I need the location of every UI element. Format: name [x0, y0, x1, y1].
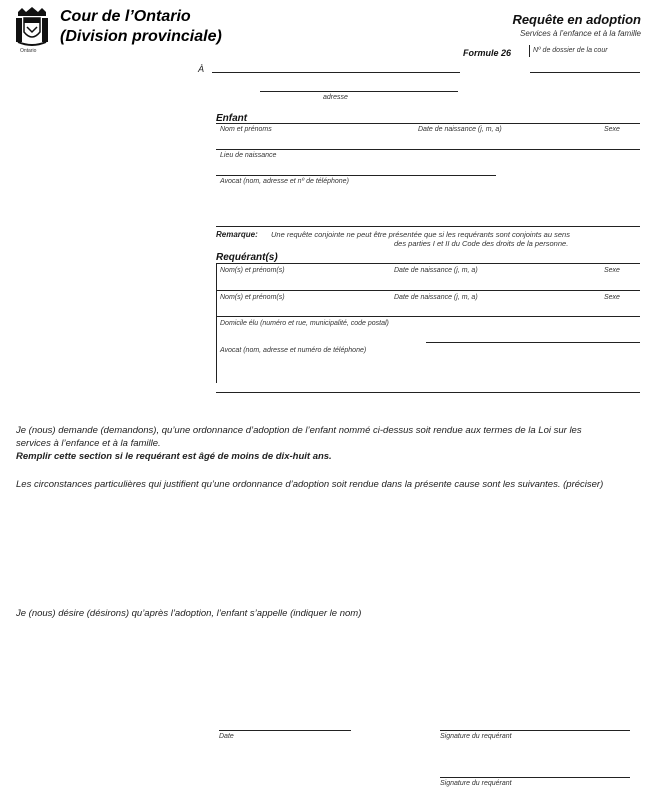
signature2-field[interactable] — [440, 777, 630, 778]
child-section-heading: Enfant — [216, 113, 248, 124]
ontario-coat-of-arms-icon — [14, 6, 50, 48]
recipient-address-field[interactable] — [260, 91, 458, 92]
signature1-label: Signature du requérant — [440, 733, 512, 740]
applicant-lawyer-label: Avocat (nom, adresse et numéro de téléphone) — [220, 347, 367, 354]
form-title: Requête en adoption — [512, 12, 641, 27]
signature1-field[interactable] — [440, 730, 630, 731]
signature2-label: Signature du requérant — [440, 780, 512, 787]
note-text-line2: des parties I et II du Code des droits de la personne. — [394, 239, 569, 248]
applicant1-name-field[interactable] — [216, 290, 640, 291]
child-birthplace-field[interactable] — [216, 175, 496, 176]
applicant2-name-field[interactable] — [216, 316, 640, 317]
logo-caption: Ontario — [20, 48, 37, 54]
date-label: Date — [219, 733, 234, 740]
applicants-left-border — [216, 263, 217, 383]
court-name-line1: Cour de l’Ontario — [60, 8, 191, 25]
child-section-rule — [216, 123, 640, 124]
new-name-prompt: Je (nous) désire (désirons) qu’après l’adoption, l’enfant s’appelle (indiquer le nom) — [16, 608, 362, 619]
applicant1-name-label: Nom(s) et prénom(s) — [220, 267, 285, 274]
applicant1-dob-label: Date de naissance (j, m, a) — [394, 267, 478, 274]
circumstances-field[interactable] — [16, 494, 642, 594]
child-lawyer-field[interactable] — [216, 226, 640, 227]
applicant2-sex-label: Sexe — [604, 294, 620, 301]
applicant2-dob-label: Date de naissance (j, m, a) — [394, 294, 478, 301]
form-subtitle: Services à l’enfance et à la famille — [520, 29, 641, 38]
date-field[interactable] — [219, 730, 351, 731]
child-sex-label: Sexe — [604, 126, 620, 133]
recipient-name-field[interactable] — [212, 72, 460, 73]
applicant-lawyer-field[interactable] — [216, 392, 640, 393]
minor-instruction: Remplir cette section si le requérant est âgé de moins de dix-huit ans. — [16, 451, 332, 462]
note-text-line1: Une requête conjointe ne peut être présentée que si les requérants sont conjoints au sens — [271, 230, 570, 239]
adoption-request-line2: services à l’enfance et à la famille. — [16, 438, 161, 449]
applicant-domicile-field[interactable] — [426, 342, 640, 343]
address-label: adresse — [323, 94, 348, 101]
form-number: Formule 26 — [463, 48, 512, 58]
adoption-request-line1: Je (nous) demande (demandons), qu’une ordonnance d’adoption de l’enfant nommé ci-dessus soit rendue aux termes de la Loi sur les — [16, 425, 582, 436]
child-name-label: Nom et prénoms — [220, 126, 272, 133]
child-birthplace-label: Lieu de naissance — [220, 152, 277, 159]
child-dob-label: Date de naissance (j, m, a) — [418, 126, 502, 133]
circumstances-prompt: Les circonstances particulières qui justifient qu’une ordonnance d’adoption soit rendue dans la présente cause sont les suivantes. (préciser) — [16, 479, 604, 490]
applicant2-name-label: Nom(s) et prénom(s) — [220, 294, 285, 301]
file-number-label: Nº de dossier de la cour — [533, 47, 608, 54]
child-name-field[interactable] — [216, 149, 640, 150]
applicant1-sex-label: Sexe — [604, 267, 620, 274]
applicant-domicile-label: Domicile élu (numéro et rue, municipalité, code postal) — [220, 320, 389, 327]
new-name-field[interactable] — [16, 622, 642, 702]
note-label: Remarque: — [216, 230, 258, 239]
child-lawyer-label: Avocat (nom, adresse et nº de téléphone) — [220, 178, 349, 185]
court-name-line2: (Division provinciale) — [60, 28, 222, 45]
to-label: À — [198, 64, 205, 74]
file-number-field[interactable] — [530, 72, 640, 73]
applicants-section-rule — [216, 263, 640, 264]
applicants-section-heading: Requérant(s) — [216, 252, 278, 263]
file-number-divider — [529, 45, 530, 57]
